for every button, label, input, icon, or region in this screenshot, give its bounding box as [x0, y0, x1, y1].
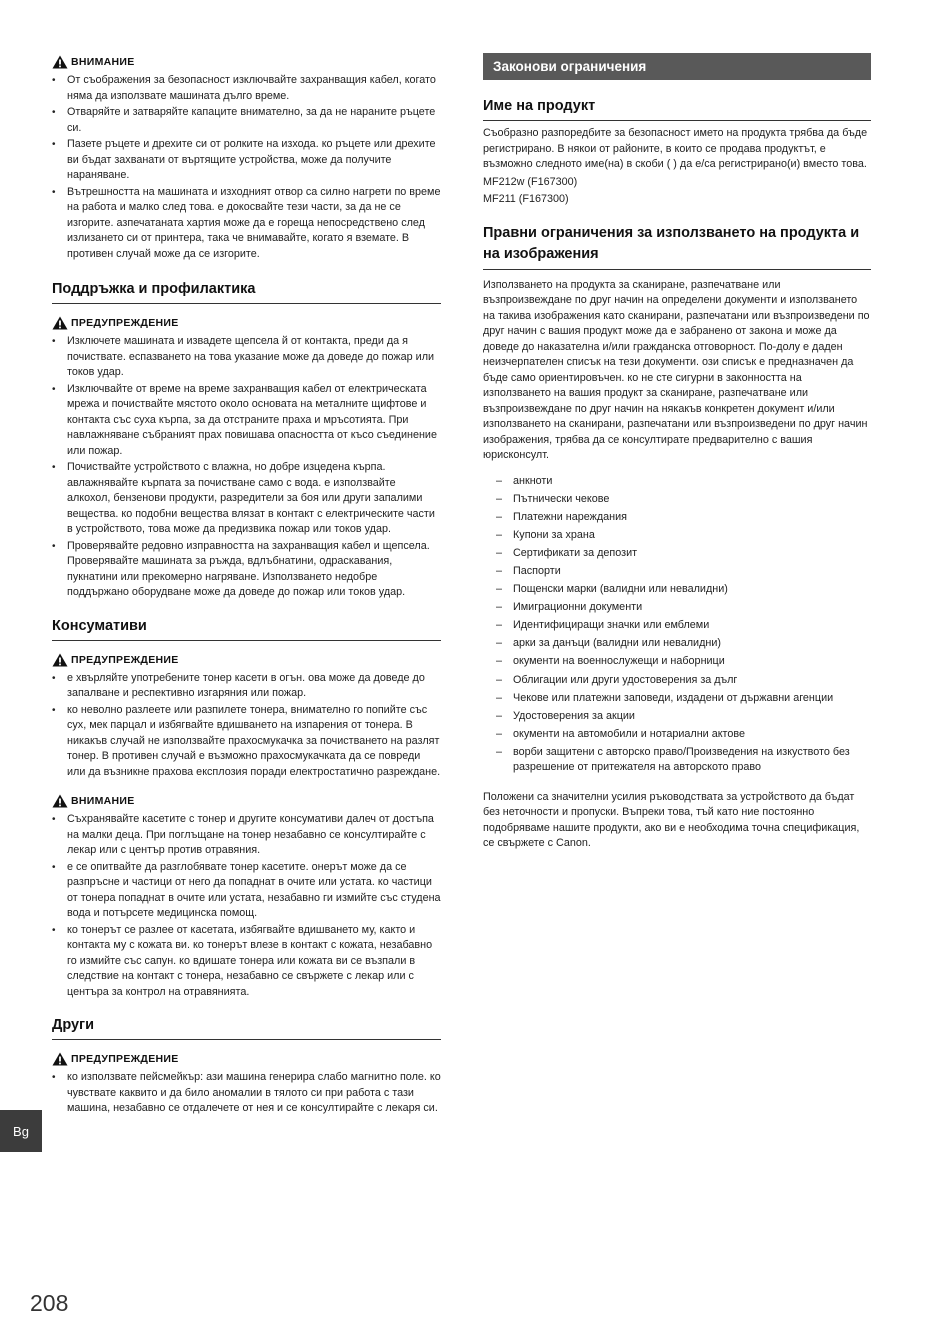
list-item: – ворби защитени с авторско право/Произведения на изкуството без разрешение от притежателя на авторското право	[483, 745, 871, 776]
list-item: • Вътрешността на машината и изходният отвор са силно нагрети по време на работа и малко след това. е докосвайте тези части, за да не се изгорите. азпечатаната хартия може да е гореща непосредствено след излизането си от принтера, така че внимавайте, когато я вземате. В противен случай може да се изгорите.	[52, 185, 441, 263]
list-item: • Проверявайте редовно изправността на захранващия кабел и щепсела. Проверявайте машината за ръжда, вдлъбнатини, одраскавания, пукнатини или прекомерно нагряване. Използването недобре поддържано оборудване може да доведе до пожар или токов удар.	[52, 539, 441, 601]
product-name-text: Съобразно разпоредбите за безопасност името на продукта трябва да бъде регистрирано. В някои от районите, в които се продава продуктът, е възможно следното име(на) в скоби ( ) да е/са регистрирано(и) вместо това.	[483, 127, 868, 170]
list-item: – Паспорти	[483, 564, 871, 580]
list-item: – Купони за храна	[483, 528, 871, 544]
warning-block-consumables	[52, 653, 441, 781]
list-item: – Сертификати за депозит	[483, 546, 871, 562]
warning-triangle-icon	[52, 794, 68, 808]
warning-triangle-icon	[52, 653, 68, 667]
list-item: • ко неволно разлеете или разпилете тонера, внимателно го попийте със сух, мек парцал и избягвайте вдишването на изпарения от тонера. В никакъв случай не използвайте прахосмукачка за почистването на разлят тонер. В противен случай е възможно прахосмукачката да се повреди или да възникне прахова експлозия поради електростатично разреждане.	[52, 703, 441, 781]
section-title-other: Други	[52, 1016, 441, 1040]
model-name: MF212w (F167300)	[483, 175, 578, 188]
left-column	[52, 50, 441, 1118]
list-item: – окументи на автомобили и нотариални актове	[483, 727, 871, 743]
warning-triangle-icon	[52, 316, 68, 330]
legal-restrictions-banner: Законови ограничения	[483, 53, 871, 80]
warning-heading	[52, 1052, 441, 1066]
caution-heading	[52, 794, 441, 808]
warning-block-maintenance	[52, 316, 441, 601]
warning-triangle-icon	[52, 55, 68, 69]
right-column	[483, 50, 871, 852]
caution-heading	[52, 55, 441, 69]
list-item: – Чекове или платежни заповеди, издадени от държавни агенции	[483, 691, 871, 707]
page-number: 208	[30, 1290, 69, 1316]
list-item: – арки за данъци (валидни или невалидни)	[483, 636, 871, 652]
closing-note: Положени са значителни усилия ръководствата за устройството да бъдат без неточности и пропуски. Въпреки това, тъй като ние постоянно подобряваме нашите продукти, ако ви е необходима точна спецификация, се свържете с Canon.	[483, 790, 860, 850]
list-item: • Изключвайте от време на време захранващия кабел от електрическата мрежа и почиствайте мястото около основата на металните щифтове и контакта със суха кърпа, за да отстраните праха и мръсотията. При навлажняване събраният прах повишава опасността от късо съединение или пожар.	[52, 382, 441, 460]
list-item: • Съхранявайте касетите с тонер и другите консумативи далеч от достъпа на малки деца. При поглъщане на тонер незабавно се консултирайте с лекар или с център против отравяния.	[52, 812, 441, 859]
list-item: – Имиграционни документи	[483, 600, 871, 616]
list-item: – Удостоверения за акции	[483, 709, 871, 725]
caution-label: ВНИМАНИЕ	[71, 795, 135, 807]
list-item: – Облигации или други удостоверения за дълг	[483, 673, 871, 689]
warning-label: ПРЕДУПРЕЖДЕНИЕ	[71, 1053, 179, 1065]
section-title-consumables: Консумативи	[52, 617, 441, 641]
list-item: • ко използвате пейсмейкър: ази машина генерира слабо магнитно поле. ко чувствате каквито и да било аномалии в тялото си при работа с тази машина, незабавно се отдалечете от нея и се консултирайте с лекаря си.	[52, 1070, 441, 1117]
warning-label: ПРЕДУПРЕЖДЕНИЕ	[71, 317, 179, 329]
list-item: • Отваряйте и затваряйте капаците внимателно, за да не нараните ръцете си.	[52, 105, 441, 136]
list-item: • е се опитвайте да разглобявате тонер касетите. онерът може да се разпръсне и частици от него да попаднат в очите или устата. ко частици от тонера попаднат в очите или устата, незабавно ги измийте със студена вода и потърсете медицинска помощ.	[52, 860, 441, 922]
restricted-documents-list	[483, 474, 871, 776]
list-item: – Пътнически чекове	[483, 492, 871, 508]
caution-label: ВНИМАНИЕ	[71, 56, 135, 68]
language-tab: Bg	[0, 1110, 42, 1152]
caution-block-1	[52, 55, 441, 262]
legal-intro: Използването на продукта за сканиране, разпечатване или възпроизвеждане по друг начин на определени документи и използването на такива изображения като сканирани, разпечатани или възпроизведени по друг начин с вашия продукт може да е забранено от закона и може да доведе до наказателна и/или гражданска отговорност. По-долу е даден неизчерпателен списък на тези документи. ози списък е предназначен да бъде само ориентировъчен. ко не сте сигурни в законността на използването на вашия продукт за сканиране, разпечатване или възпроизвеждане по друг начин на някакъв конкретен документ и/или използването на сканирани, разпечатани или възпроизведени по друг начин изображения, трябва да се консултирате предварително с вашия юрисконсулт.	[483, 278, 870, 461]
list-item: • От съображения за безопасност изключвайте захранващия кабел, когато няма да използвате машината дълго време.	[52, 73, 441, 104]
warning-list	[52, 334, 441, 601]
caution-block-consumables	[52, 794, 441, 1000]
section-title-product-name: Име на продукт	[483, 97, 871, 121]
warning-list	[52, 1070, 441, 1117]
list-item: • Пазете ръцете и дрехите си от ролките на изхода. ко ръцете или дрехите ви бъдат захванати от въртящите устройства, може да получите нараняване.	[52, 137, 441, 184]
warning-block-other	[52, 1052, 441, 1117]
product-name-body	[483, 126, 871, 208]
model-name: MF211 (F167300)	[483, 193, 569, 205]
legal-use-body	[483, 278, 871, 852]
warning-heading	[52, 316, 441, 330]
warning-label: ПРЕДУПРЕЖДЕНИЕ	[71, 653, 179, 666]
caution-list	[52, 73, 441, 262]
warning-triangle-icon	[52, 1052, 68, 1066]
caution-list	[52, 812, 441, 1000]
list-item: • Почиствайте устройството с влажна, но добре изцедена кърпа. авлажнявайте кърпата за почистване само с вода. е използвайте алкохол, бензенови продукти, разредители за боя или други запалими вещества. ко подобни вещества влязат в контакт с електрическите части в устройството, това може да предизвика пожар или токов удар.	[52, 460, 441, 538]
section-title-legal-use: Правни ограничения за използването на продукта и на изображения	[483, 223, 871, 270]
list-item: – анкноти	[483, 474, 871, 490]
list-item: – Идентифициращи значки или емблеми	[483, 618, 871, 634]
list-item: – Платежни нареждания	[483, 510, 871, 526]
warning-heading	[52, 653, 441, 667]
list-item: • Изключете машината и извадете щепсела й от контакта, преди да я почиствате. еспазването на това указание може да доведе до пожар или токов удар.	[52, 334, 441, 381]
section-title-maintenance: Поддръжка и профилактика	[52, 280, 441, 304]
list-item: – окументи на военнослужещи и наборници	[483, 654, 871, 670]
list-item: • е хвърляйте употребените тонер касети в огън. ова може да доведе до запалване и респективно изгаряния или пожар.	[52, 671, 441, 702]
list-item: • ко тонерът се разлее от касетата, избягвайте вдишването му, както и контакта му с кожата ви. ко тонерът влезе в контакт с кожата, незабавно го измийте със сапун. ко вдишате тонера или кожата ви се възпали в следствие на контакт с тонера, незабавно се свържете с лекар или с центъра за контрол на отравянията.	[52, 923, 441, 1001]
warning-list	[52, 671, 441, 781]
list-item: – Пощенски марки (валидни или невалидни)	[483, 582, 871, 598]
